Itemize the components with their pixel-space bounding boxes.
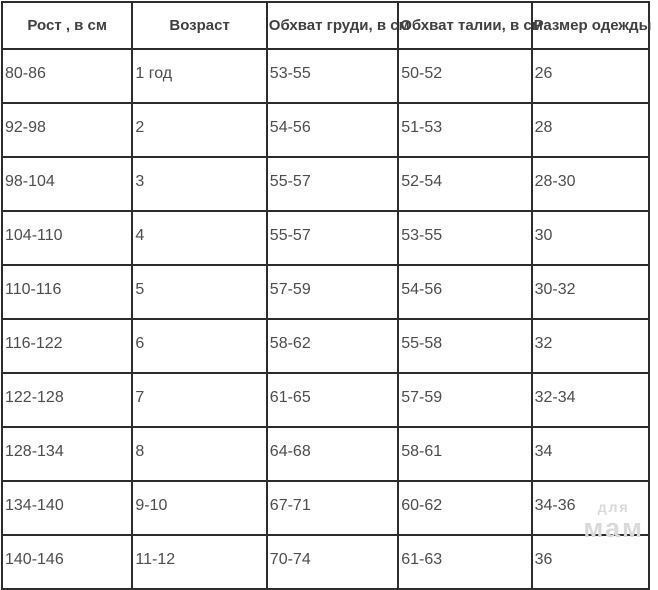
cell-chest: 67-71 — [267, 481, 398, 535]
size-chart-table — [1, 1, 650, 590]
cell-age: 11-12 — [132, 535, 266, 589]
watermark-dlya-mam — [583, 500, 644, 542]
table-row — [2, 481, 649, 535]
table-row — [2, 373, 649, 427]
cell-height: 98-104 — [2, 157, 132, 211]
cell-size: 36 — [532, 535, 649, 589]
cell-chest: 64-68 — [267, 427, 398, 481]
cell-waist: 61-63 — [398, 535, 531, 589]
column-header-height: Рост , в см — [2, 2, 132, 49]
table-row — [2, 427, 649, 481]
cell-size: 28 — [532, 103, 649, 157]
cell-height: 110-116 — [2, 265, 132, 319]
cell-waist: 51-53 — [398, 103, 531, 157]
cell-age: 2 — [132, 103, 266, 157]
column-header-chest: Обхват груди, в см — [267, 2, 398, 49]
cell-waist: 60-62 — [398, 481, 531, 535]
cell-age: 3 — [132, 157, 266, 211]
cell-height: 134-140 — [2, 481, 132, 535]
cell-size: 26 — [532, 49, 649, 103]
cell-chest: 55-57 — [267, 157, 398, 211]
cell-height: 128-134 — [2, 427, 132, 481]
cell-height: 116-122 — [2, 319, 132, 373]
table-row — [2, 103, 649, 157]
cell-size: 34-36 — [532, 481, 649, 535]
cell-height: 104-110 — [2, 211, 132, 265]
cell-age: 7 — [132, 373, 266, 427]
table-row — [2, 49, 649, 103]
cell-height: 122-128 — [2, 373, 132, 427]
cell-chest: 58-62 — [267, 319, 398, 373]
cell-waist: 57-59 — [398, 373, 531, 427]
cell-size: 32 — [532, 319, 649, 373]
watermark-line2: мам — [583, 513, 644, 543]
column-header-age: Возраст — [132, 2, 266, 49]
cell-age: 5 — [132, 265, 266, 319]
table-row — [2, 211, 649, 265]
cell-waist: 52-54 — [398, 157, 531, 211]
cell-age: 8 — [132, 427, 266, 481]
cell-age: 4 — [132, 211, 266, 265]
cell-age: 1 год — [132, 49, 266, 103]
cell-height: 92-98 — [2, 103, 132, 157]
cell-waist: 58-61 — [398, 427, 531, 481]
column-header-size: Размер одежды — [532, 2, 649, 49]
cell-waist: 55-58 — [398, 319, 531, 373]
watermark-line1: для — [597, 499, 630, 515]
cell-waist: 53-55 — [398, 211, 531, 265]
cell-chest: 70-74 — [267, 535, 398, 589]
table-row — [2, 157, 649, 211]
cell-size: 28-30 — [532, 157, 649, 211]
header-row — [2, 2, 649, 49]
cell-waist: 50-52 — [398, 49, 531, 103]
cell-height: 140-146 — [2, 535, 132, 589]
cell-size: 30-32 — [532, 265, 649, 319]
cell-size: 30 — [532, 211, 649, 265]
column-header-waist: Обхват талии, в см — [398, 2, 531, 49]
cell-chest: 61-65 — [267, 373, 398, 427]
cell-chest: 53-55 — [267, 49, 398, 103]
cell-chest: 55-57 — [267, 211, 398, 265]
cell-size: 32-34 — [532, 373, 649, 427]
cell-age: 9-10 — [132, 481, 266, 535]
cell-height: 80-86 — [2, 49, 132, 103]
cell-size: 34 — [532, 427, 649, 481]
table-row — [2, 319, 649, 373]
table-row — [2, 535, 649, 589]
cell-waist: 54-56 — [398, 265, 531, 319]
cell-chest: 57-59 — [267, 265, 398, 319]
cell-age: 6 — [132, 319, 266, 373]
cell-chest: 54-56 — [267, 103, 398, 157]
table-row — [2, 265, 649, 319]
